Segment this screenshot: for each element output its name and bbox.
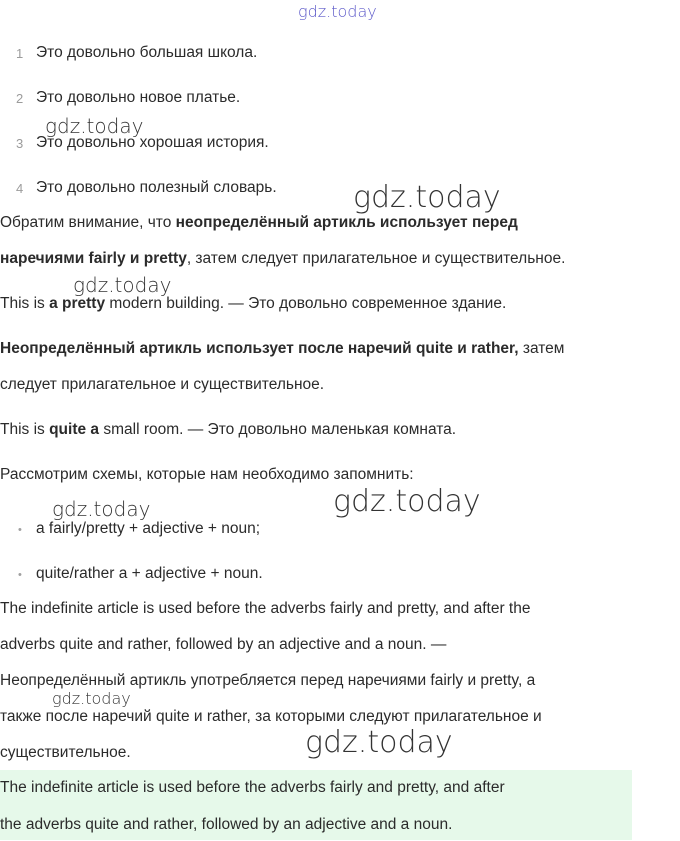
list-number: 3 — [16, 136, 24, 151]
rule-ru-line: также после наречий quite и rather, за которыми следуют прилагательное и — [0, 708, 542, 725]
list-item-text: Это довольно большая школа. — [36, 44, 258, 61]
bullet-dot: • — [18, 524, 22, 536]
paragraph-line — [0, 214, 518, 232]
bullet-dot: • — [18, 569, 22, 581]
list-number: 1 — [16, 46, 24, 61]
bullet-item: quite/rather a + adjective + noun. — [36, 565, 263, 582]
watermark-top: gdz.today — [298, 2, 377, 21]
watermark: gdz.today — [45, 114, 144, 138]
paragraph-line — [0, 340, 564, 358]
list-number: 4 — [16, 181, 24, 196]
list-number: 2 — [16, 91, 24, 106]
text: , затем следует прилагательное и существительное. — [186, 250, 566, 267]
watermark: gdz.today — [52, 497, 151, 521]
watermark: gdz.today — [73, 273, 172, 297]
schemes-intro: Рассмотрим схемы, которые нам необходимо запомнить: — [0, 466, 414, 483]
text: затем — [518, 340, 565, 357]
paragraph-line — [0, 250, 565, 268]
bullet-item: a fairly/pretty + adjective + noun; — [36, 520, 261, 537]
bold-text: Неопределённый артикль использует после наречий quite и rather, — [0, 340, 519, 357]
rule-en-line: adverbs quite and rather, followed by an adjective and a noun. — — [0, 636, 447, 653]
watermark: gdz.today — [353, 180, 501, 215]
text: This is — [0, 421, 50, 438]
text: This is — [0, 295, 50, 312]
text: small room. — Это довольно маленькая комната. — [99, 421, 457, 438]
list-item-text: Это довольно новое платье. — [36, 89, 241, 106]
bold-text: quite a — [49, 421, 100, 438]
watermark: gdz.today — [52, 689, 131, 708]
bold-text: наречиями fairly и pretty — [0, 250, 187, 267]
rule-ru-line: существительное. — [0, 744, 131, 761]
bold-text: a pretty — [49, 295, 106, 312]
rule-en-line: The indefinite article is used before the adverbs fairly and pretty, and after the — [0, 600, 531, 617]
bold-text: неопределённый артикль использует перед — [175, 214, 518, 231]
answer-line: the adverbs quite and rather, followed by an adjective and a noun. — [0, 816, 453, 833]
answer-line: The indefinite article is used before the adverbs fairly and pretty, and after — [0, 779, 505, 796]
example-sentence — [0, 421, 456, 439]
watermark: gdz.today — [305, 725, 453, 760]
paragraph-line: следует прилагательное и существительное. — [0, 376, 325, 393]
list-item-text: Это довольно хорошая история. — [36, 134, 269, 151]
text: Обратим внимание, что — [0, 214, 176, 231]
example-sentence — [0, 295, 506, 313]
watermark: gdz.today — [333, 484, 481, 519]
rule-ru-line: Неопределённый артикль употребляется перед наречиями fairly и pretty, а — [0, 672, 536, 689]
list-item-text: Это довольно полезный словарь. — [36, 179, 277, 196]
text: modern building. — Это довольно современное здание. — [105, 295, 507, 312]
